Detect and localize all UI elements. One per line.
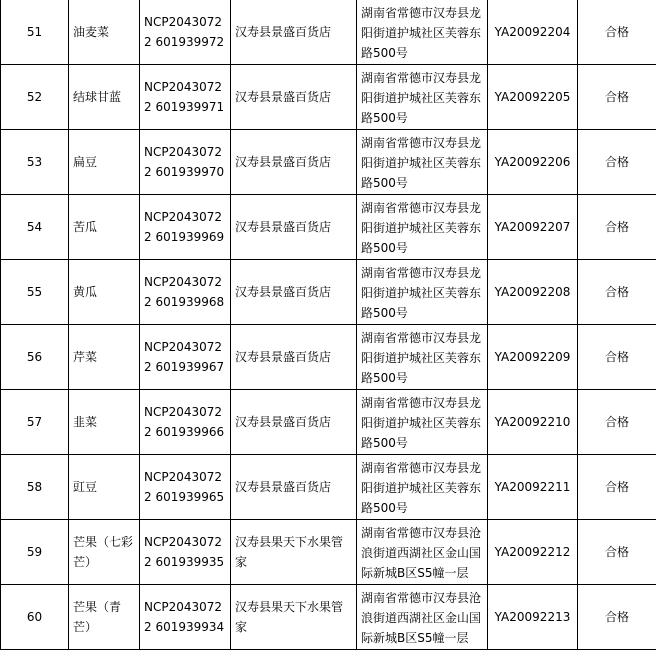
sample-code: NCP20430722 601939969 xyxy=(144,210,225,244)
store-address-cell xyxy=(357,65,488,130)
result-text: 合格 xyxy=(604,220,629,234)
store-address-cell xyxy=(357,455,488,520)
store-address: 湖南省常德市汉寿县龙阳街道护城社区芙蓉东路500号 xyxy=(361,461,482,515)
result-text: 合格 xyxy=(604,610,629,624)
store-name-cell xyxy=(231,520,357,585)
row-number-cell xyxy=(1,390,69,455)
product-name: 芒果（七彩芒） xyxy=(73,535,134,569)
store-address-cell xyxy=(357,325,488,390)
sample-code-cell xyxy=(140,195,231,260)
product-name: 苦瓜 xyxy=(73,220,98,234)
sample-code: NCP20430722 601939966 xyxy=(144,405,225,439)
product-name-cell xyxy=(69,520,140,585)
table-row xyxy=(1,585,656,650)
sample-code-cell xyxy=(140,390,231,455)
store-name-cell xyxy=(231,130,357,195)
row-number-cell xyxy=(1,130,69,195)
report-number-cell xyxy=(488,390,578,455)
report-number-cell xyxy=(488,0,578,65)
product-name: 扁豆 xyxy=(73,155,98,169)
sample-code-cell xyxy=(140,585,231,650)
product-name-cell xyxy=(69,455,140,520)
report-number-cell xyxy=(488,130,578,195)
row-number-cell xyxy=(1,195,69,260)
store-name: 汉寿县景盛百货店 xyxy=(235,220,332,234)
table-row xyxy=(1,0,656,65)
table-row xyxy=(1,260,656,325)
store-address-cell xyxy=(357,130,488,195)
report-number: YA20092206 xyxy=(494,155,571,169)
table-row xyxy=(1,390,656,455)
row-number: 58 xyxy=(26,480,43,494)
store-name: 汉寿县果天下水果管家 xyxy=(235,535,344,569)
store-name: 汉寿县景盛百货店 xyxy=(235,285,332,299)
row-number-cell xyxy=(1,0,69,65)
table-row xyxy=(1,65,656,130)
row-number: 52 xyxy=(26,90,43,104)
store-name: 汉寿县景盛百货店 xyxy=(235,350,332,364)
store-address: 湖南省常德市汉寿县龙阳街道护城社区芙蓉东路500号 xyxy=(361,6,482,60)
store-address: 湖南省常德市汉寿县龙阳街道护城社区芙蓉东路500号 xyxy=(361,396,482,450)
store-address-cell xyxy=(357,585,488,650)
store-name-cell xyxy=(231,195,357,260)
result-text: 合格 xyxy=(604,350,629,364)
product-name-cell xyxy=(69,65,140,130)
store-address-cell xyxy=(357,0,488,65)
sample-code: NCP20430722 601939971 xyxy=(144,80,225,114)
store-name: 汉寿县景盛百货店 xyxy=(235,90,332,104)
result-cell xyxy=(578,195,656,260)
store-name: 汉寿县景盛百货店 xyxy=(235,155,332,169)
row-number: 60 xyxy=(26,610,43,624)
store-address: 湖南省常德市汉寿县龙阳街道护城社区芙蓉东路500号 xyxy=(361,266,482,320)
result-cell xyxy=(578,260,656,325)
product-name: 韭菜 xyxy=(73,415,98,429)
report-number: YA20092212 xyxy=(494,545,571,559)
row-number-cell xyxy=(1,260,69,325)
product-name-cell xyxy=(69,390,140,455)
store-address-cell xyxy=(357,520,488,585)
store-name: 汉寿县景盛百货店 xyxy=(235,25,332,39)
report-number-cell xyxy=(488,455,578,520)
report-number: YA20092213 xyxy=(494,610,571,624)
store-address: 湖南省常德市汉寿县沧浪街道西湖社区金山国际新城B区S5幢一层 xyxy=(361,526,482,580)
product-name-cell xyxy=(69,0,140,65)
result-text: 合格 xyxy=(604,545,629,559)
result-cell xyxy=(578,0,656,65)
row-number-cell xyxy=(1,455,69,520)
row-number: 54 xyxy=(26,220,43,234)
sample-code-cell xyxy=(140,520,231,585)
report-number-cell xyxy=(488,325,578,390)
sample-code-cell xyxy=(140,455,231,520)
product-name-cell xyxy=(69,260,140,325)
sample-code: NCP20430722 601939935 xyxy=(144,535,225,569)
store-name-cell xyxy=(231,325,357,390)
sample-code: NCP20430722 601939967 xyxy=(144,340,225,374)
result-text: 合格 xyxy=(604,480,629,494)
row-number-cell xyxy=(1,585,69,650)
result-text: 合格 xyxy=(604,285,629,299)
table-row xyxy=(1,195,656,260)
product-name: 芒果（青芒） xyxy=(73,600,122,634)
store-address: 湖南省常德市汉寿县龙阳街道护城社区芙蓉东路500号 xyxy=(361,136,482,190)
sample-code-cell xyxy=(140,65,231,130)
product-name-cell xyxy=(69,325,140,390)
report-number: YA20092210 xyxy=(494,415,571,429)
store-name-cell xyxy=(231,65,357,130)
store-name-cell xyxy=(231,390,357,455)
row-number: 57 xyxy=(26,415,43,429)
sample-code: NCP20430722 601939965 xyxy=(144,470,225,504)
product-name: 结球甘蓝 xyxy=(73,90,122,104)
row-number-cell xyxy=(1,520,69,585)
report-number: YA20092207 xyxy=(494,220,571,234)
product-name-cell xyxy=(69,130,140,195)
report-number: YA20092204 xyxy=(494,25,571,39)
sample-code: NCP20430722 601939934 xyxy=(144,600,225,634)
product-name-cell xyxy=(69,195,140,260)
row-number: 55 xyxy=(26,285,43,299)
sample-code-cell xyxy=(140,325,231,390)
report-number-cell xyxy=(488,260,578,325)
table-body xyxy=(1,0,656,650)
report-number: YA20092211 xyxy=(494,480,571,494)
product-name: 芹菜 xyxy=(73,350,98,364)
row-number: 53 xyxy=(26,155,43,169)
sample-code: NCP20430722 601939970 xyxy=(144,145,225,179)
table-row xyxy=(1,325,656,390)
result-cell xyxy=(578,390,656,455)
result-text: 合格 xyxy=(604,90,629,104)
report-number-cell xyxy=(488,520,578,585)
row-number: 56 xyxy=(26,350,43,364)
store-address-cell xyxy=(357,260,488,325)
result-cell xyxy=(578,520,656,585)
result-cell xyxy=(578,325,656,390)
result-cell xyxy=(578,65,656,130)
sample-code-cell xyxy=(140,130,231,195)
row-number-cell xyxy=(1,65,69,130)
result-text: 合格 xyxy=(604,415,629,429)
store-address: 湖南省常德市汉寿县龙阳街道护城社区芙蓉东路500号 xyxy=(361,331,482,385)
sample-code-cell xyxy=(140,260,231,325)
store-address: 湖南省常德市汉寿县沧浪街道西湖社区金山国际新城B区S5幢一层 xyxy=(361,591,482,645)
row-number: 51 xyxy=(26,25,43,39)
store-name-cell xyxy=(231,455,357,520)
store-address: 湖南省常德市汉寿县龙阳街道护城社区芙蓉东路500号 xyxy=(361,71,482,125)
store-name-cell xyxy=(231,585,357,650)
report-number-cell xyxy=(488,585,578,650)
store-address-cell xyxy=(357,390,488,455)
product-name: 黄瓜 xyxy=(73,285,98,299)
result-cell xyxy=(578,455,656,520)
store-name: 汉寿县景盛百货店 xyxy=(235,415,332,429)
report-number-cell xyxy=(488,195,578,260)
table-row xyxy=(1,520,656,585)
product-name: 豇豆 xyxy=(73,480,98,494)
sample-code-cell xyxy=(140,0,231,65)
sample-code: NCP20430722 601939968 xyxy=(144,275,225,309)
result-cell xyxy=(578,585,656,650)
result-cell xyxy=(578,130,656,195)
row-number-cell xyxy=(1,325,69,390)
store-address-cell xyxy=(357,195,488,260)
result-text: 合格 xyxy=(604,25,629,39)
table-row xyxy=(1,130,656,195)
store-address: 湖南省常德市汉寿县龙阳街道护城社区芙蓉东路500号 xyxy=(361,201,482,255)
report-number-cell xyxy=(488,65,578,130)
store-name: 汉寿县景盛百货店 xyxy=(235,480,332,494)
store-name-cell xyxy=(231,260,357,325)
row-number: 59 xyxy=(26,545,43,559)
result-text: 合格 xyxy=(604,155,629,169)
store-name-cell xyxy=(231,0,357,65)
report-number: YA20092205 xyxy=(494,90,571,104)
report-number: YA20092209 xyxy=(494,350,571,364)
store-name: 汉寿县果天下水果管家 xyxy=(235,600,344,634)
product-name: 油麦菜 xyxy=(73,25,110,39)
product-name-cell xyxy=(69,585,140,650)
sample-code: NCP20430722 601939972 xyxy=(144,15,225,49)
report-number: YA20092208 xyxy=(494,285,571,299)
table-row xyxy=(1,455,656,520)
